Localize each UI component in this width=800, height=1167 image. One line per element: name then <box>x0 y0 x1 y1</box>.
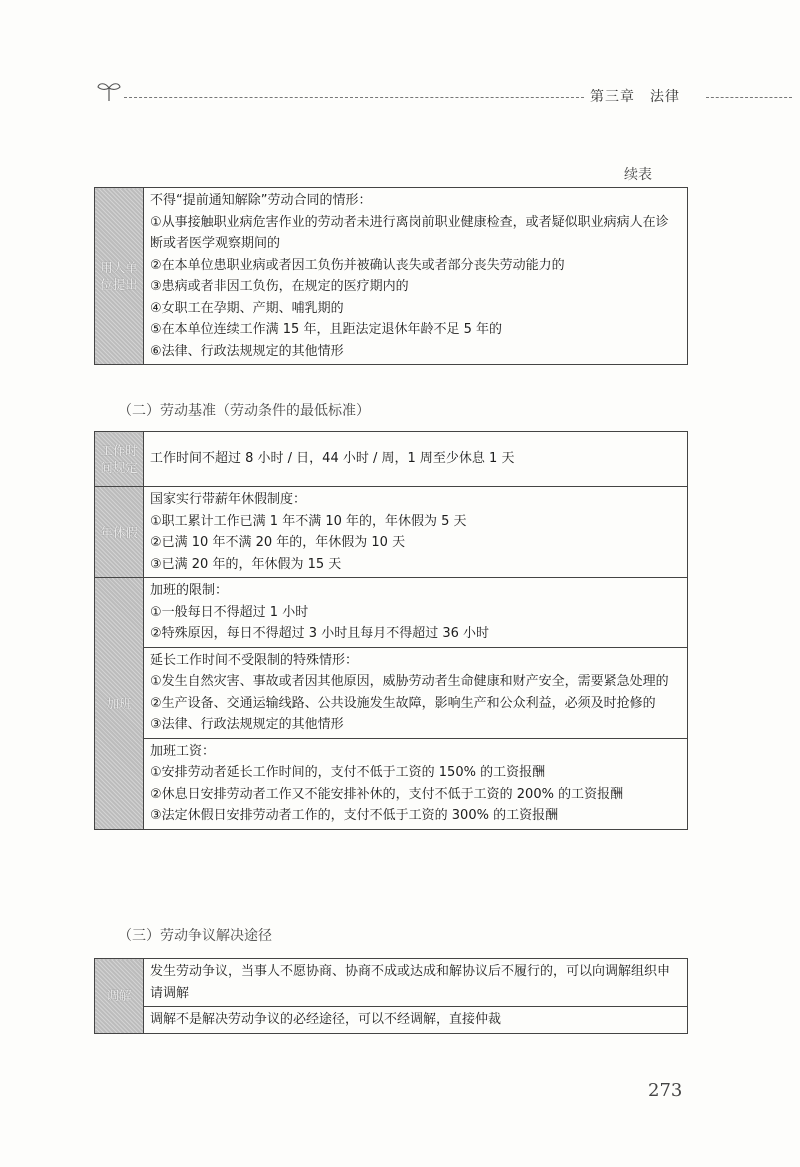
list-item: ⑥法律、行政法规规定的其他情形 <box>150 343 344 359</box>
continuation-label: 续表 <box>624 167 652 183</box>
table-row <box>95 738 688 829</box>
list-item: ②休息日安排劳动者工作又不能安排补休的，支付不低于工资的 200% 的工资报酬 <box>150 786 624 802</box>
section-2-title: （二）劳动基准（劳动条件的最低标准） <box>118 403 370 419</box>
list-item: ①一般每日不得超过 1 小时 <box>150 604 309 620</box>
list-item: ⑤在本单位连续工作满 15 年，且距法定退休年龄不足 5 年的 <box>150 322 502 337</box>
table-row <box>95 487 688 578</box>
list-item: 国家实行带薪年休假制度： <box>150 492 307 507</box>
row-label-annual-leave: 年休假 <box>95 487 144 578</box>
list-item: ②已满 10 年不满 20 年的，年休假为 10 天 <box>150 535 406 550</box>
row-label-employer: 用人单位提出 <box>95 188 144 365</box>
table-row <box>95 578 688 648</box>
row-content-employer <box>144 188 688 365</box>
table-row <box>95 959 688 1007</box>
list-item: 加班工资： <box>150 743 216 759</box>
list-item: ②特殊原因，每日不得超过 3 小时且每月不得超过 36 小时 <box>150 626 489 641</box>
list-item: ①从事接触职业病危害作业的劳动者未进行离岗前职业健康检查，或者疑似职业病病人在诊断或者医学观察期间的 <box>150 214 669 251</box>
mediation-text-2: 调解不是解决劳动争议的必经途径，可以不经调解，直接仲裁 <box>144 1007 688 1034</box>
sprout-icon <box>96 80 122 102</box>
row-label-work-hours: 工作时间规定 <box>95 432 144 487</box>
annual-leave-content <box>144 487 688 578</box>
termination-restriction-table <box>94 187 688 365</box>
list-item: ①职工累计工作已满 1 年不满 10 年的，年休假为 5 天 <box>150 513 467 529</box>
list-item: 延长工作时间不受限制的特殊情形： <box>150 652 359 668</box>
list-item: 加班的限制： <box>150 583 229 598</box>
list-item: ④女职工在孕期、产期、哺乳期的 <box>150 300 344 316</box>
overtime-pay-content <box>144 738 688 829</box>
mediation-text-1: 发生劳动争议，当事人不愿协商、协商不成或达成和解协议后不履行的，可以向调解组织申请调解 <box>144 959 688 1007</box>
list-item: ③法定休假日安排劳动者工作的，支付不低于工资的 300% 的工资报酬 <box>150 808 559 823</box>
page-number: 273 <box>648 1080 683 1101</box>
header-rule-right <box>706 97 792 98</box>
list-item: ①发生自然灾害、事故或者因其他原因，威胁劳动者生命健康和财产安全，需要紧急处理的 <box>150 674 669 689</box>
row-label-mediation: 调解 <box>95 959 144 1034</box>
work-hours-text: 工作时间不超过 8 小时 / 日，44 小时 / 周，1 周至少休息 1 天 <box>144 432 688 487</box>
list-item: ①安排劳动者延长工作时间的，支付不低于工资的 150% 的工资报酬 <box>150 765 546 780</box>
list-item: ③患病或者非因工负伤，在规定的医疗期内的 <box>150 279 409 294</box>
table-row <box>95 432 688 487</box>
list-item: ②生产设备、交通运输线路、公共设施发生故障，影响生产和公众利益，必须及时抢修的 <box>150 695 656 711</box>
labor-standards-table <box>94 431 688 830</box>
dispute-resolution-table <box>94 958 688 1034</box>
row-label-overtime: 加班 <box>95 578 144 830</box>
list-item: ③法律、行政法规规定的其他情形 <box>150 717 344 732</box>
table-row <box>95 647 688 738</box>
table-row <box>95 188 688 365</box>
overtime-exception-content <box>144 647 688 738</box>
list-item: ③已满 20 年的，年休假为 15 天 <box>150 556 342 572</box>
chapter-title: 第三章 法律 <box>590 89 680 105</box>
table-row <box>95 1007 688 1034</box>
overtime-limit-content <box>144 578 688 648</box>
list-item: ②在本单位患职业病或者因工负伤并被确认丧失或者部分丧失劳动能力的 <box>150 257 565 273</box>
header-rule-left <box>124 97 584 98</box>
section-3-title: （三）劳动争议解决途径 <box>118 928 272 944</box>
list-item: 不得“提前通知解除”劳动合同的情形： <box>150 193 372 208</box>
